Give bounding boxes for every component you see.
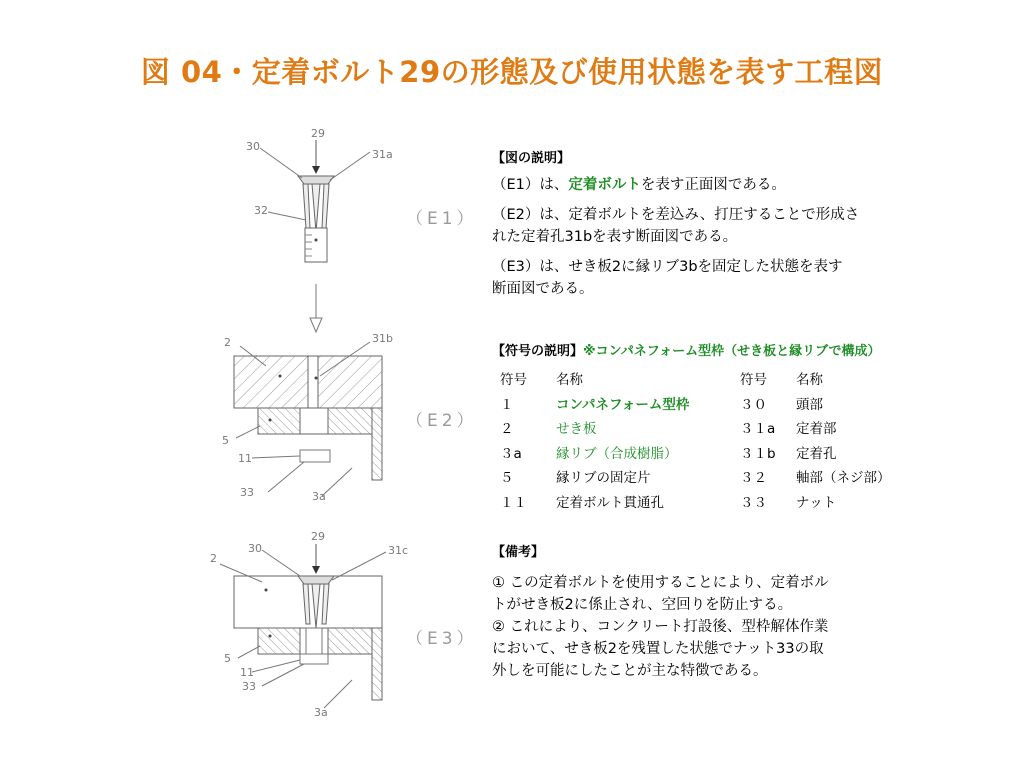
e3-callout-3a: 3a (314, 706, 328, 719)
header-code-1: 符号 (500, 372, 527, 389)
remark-2-line3: 外しを可能にしたことが主な特徴である。 (492, 663, 768, 679)
e3-callout-31c: 31c (388, 544, 409, 557)
table-row (496, 489, 926, 514)
e2-callout-11: 11 (238, 452, 252, 465)
remark-1-line2: トがせき板2に係止され、空回りを防止する。 (492, 597, 793, 613)
table-row (496, 464, 926, 489)
e1-desc-suffix: を表す正面図である。 (640, 177, 786, 193)
code-cell: ３１a (740, 421, 776, 438)
remarks (492, 542, 962, 682)
code-cell: ３a (500, 445, 522, 462)
remarks-heading: 【備考】 (492, 545, 545, 560)
name-cell: 定着孔 (796, 445, 837, 462)
e3-callout-2: 2 (210, 552, 217, 565)
e3-callout-11: 11 (240, 666, 254, 679)
e3-desc-line1: （E3）は、せき板2に縁リブ3bを固定した状態を表す (492, 259, 843, 275)
process-drawing (200, 120, 490, 720)
name-cell: 縁リブ（合成樹脂） (556, 445, 678, 462)
e2-callout-31b: 31b (372, 332, 393, 345)
table-row (496, 440, 926, 465)
e2-desc-line1: （E2）は、定着ボルトを差込み、打圧することで形成さ (492, 207, 860, 223)
e2-view (222, 332, 478, 503)
name-cell: せき板 (556, 421, 597, 438)
code-cell: ２ (500, 421, 514, 438)
e3-label: （E3） (406, 629, 478, 649)
e2-callout-2: 2 (224, 336, 231, 349)
e3-callout-30: 30 (248, 542, 262, 555)
table-row (496, 415, 926, 440)
e3-description (492, 256, 962, 300)
name-cell: 縁リブの固定片 (556, 470, 651, 487)
e1-callout-30: 30 (246, 140, 260, 153)
e1-callout-29: 29 (311, 127, 325, 140)
name-cell: 定着ボルト貫通孔 (556, 494, 664, 511)
remark-1-line1: ① この定着ボルトを使用することにより、定着ボル (492, 575, 829, 591)
codes-table (496, 366, 926, 513)
code-cell: １１ (500, 494, 527, 511)
e2-label: （E2） (406, 411, 478, 431)
e3-desc-line2: 断面図である。 (492, 281, 594, 297)
code-cell: １ (500, 396, 514, 413)
codes-note: ※コンパネフォーム型枠（せき板と縁リブで構成） (583, 344, 881, 359)
header-name-1: 名称 (556, 372, 583, 389)
e2-callout-33: 33 (240, 486, 254, 499)
e3-callout-33: 33 (242, 680, 256, 693)
e2-desc-line2: れた定着孔31bを表す断面図である。 (492, 229, 738, 245)
remark-2 (492, 616, 962, 682)
codes-table-header (496, 366, 926, 391)
drawing-svg (200, 120, 490, 720)
e1-callout-32: 32 (254, 204, 268, 217)
e3-callout-29: 29 (311, 530, 325, 543)
codes-heading: 【符号の説明】 (492, 344, 584, 359)
e1-callout-31a: 31a (372, 148, 393, 161)
code-cell: ３０ (740, 396, 767, 413)
remark-2-line1: ② これにより、コンクリート打設後、型枠解体作業 (492, 619, 829, 635)
e1-desc-prefix: （E1）は、 (492, 177, 569, 193)
e2-callout-3a: 3a (312, 490, 326, 503)
e1-desc-highlight: 定着ボルト (568, 177, 641, 193)
name-cell: ナット (796, 494, 837, 511)
figure-description-heading: 【図の説明】 (492, 151, 571, 166)
e2-callout-5: 5 (222, 434, 229, 447)
code-cell: ３３ (740, 494, 767, 511)
codes-heading-line (492, 340, 972, 363)
e1-description (492, 174, 962, 196)
name-cell: 定着部 (796, 421, 837, 438)
code-cell: ３１b (740, 445, 776, 462)
remark-2-line2: において、せき板2を残置した状態でナット33の取 (492, 641, 824, 657)
table-row (496, 391, 926, 416)
page-title: 図 04・定着ボルト29の形態及び使用状態を表す工程図 (140, 55, 884, 89)
e1-label: （E1） (406, 209, 478, 229)
e2-description (492, 204, 962, 248)
remark-1 (492, 572, 962, 616)
e1-view (246, 127, 478, 262)
header-name-2: 名称 (796, 372, 823, 389)
code-cell: ５ (500, 470, 514, 487)
name-cell: コンパネフォーム型枠 (556, 396, 690, 413)
code-cell: ３２ (740, 470, 767, 487)
figure-description (492, 148, 962, 300)
name-cell: 軸部（ネジ部） (796, 470, 891, 487)
header-code-2: 符号 (740, 372, 767, 389)
name-cell: 頭部 (796, 396, 823, 413)
flow-arrow-1 (310, 284, 322, 332)
e3-view (210, 530, 478, 719)
e3-callout-5: 5 (224, 652, 231, 665)
